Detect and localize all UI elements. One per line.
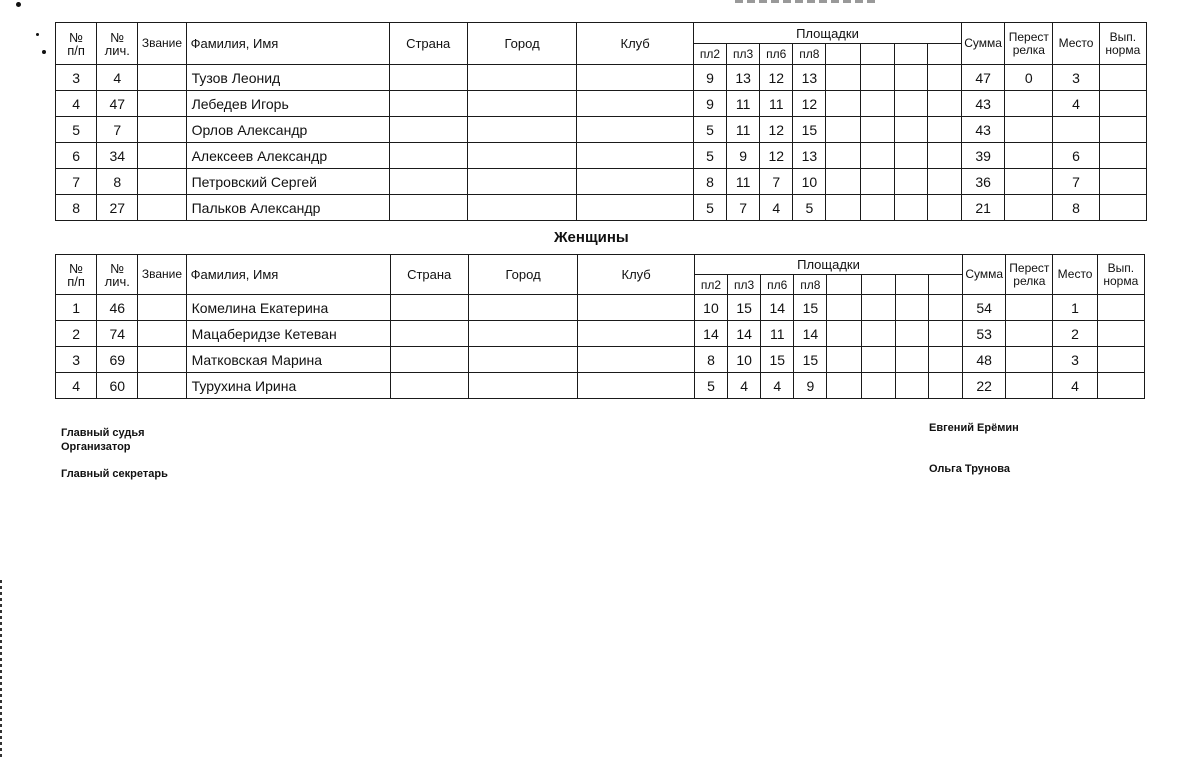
cell-venue-empty [861,347,895,373]
chief-judge-label: Главный судья [61,427,145,439]
scan-speck [16,2,21,7]
cell-venue-score: 5 [693,143,726,169]
table-row [56,373,1145,399]
cell-shootoff [1006,321,1053,347]
cell-venue-empty [860,169,894,195]
cell-norm [1099,143,1146,169]
cell-venue-score: 10 [728,347,761,373]
header-venues: Площадки [693,23,961,44]
cell-venue-score: 11 [760,91,793,117]
cell-venue-score: 5 [793,195,826,221]
cell-venue-score: 10 [694,295,727,321]
header-num: № п/п [56,23,97,65]
cell-venue-empty [927,91,961,117]
cell-place: 6 [1053,143,1099,169]
cell-venue-score: 8 [693,169,726,195]
cell-venue-empty [927,65,961,91]
cell-num: 3 [56,65,97,91]
cell-name: Мацаберидзе Кетеван [186,321,390,347]
header-license: № лич. [97,23,138,65]
cell-norm [1097,347,1144,373]
cell-city [467,195,577,221]
table-row [56,347,1145,373]
header-venue-code: пл3 [728,275,761,295]
cell-venue-score: 5 [693,195,726,221]
cell-venue-score: 13 [793,143,826,169]
cell-shootoff [1005,143,1053,169]
cell-sum: 39 [962,143,1005,169]
cell-venue-empty [927,143,961,169]
scan-speck [36,33,39,36]
cell-venue-score: 14 [761,295,794,321]
cell-venue-empty [928,321,962,347]
cell-venue-score: 13 [793,65,826,91]
cell-venue-score: 13 [727,65,760,91]
cell-num: 6 [56,143,97,169]
cell-rank [138,169,186,195]
cut-off-header-fragment [735,0,875,3]
cell-venue-score: 14 [694,321,727,347]
cell-license: 8 [97,169,138,195]
cell-place: 1 [1053,295,1097,321]
header-num: № п/п [56,255,97,295]
header-venue-empty [928,275,962,295]
cell-sum: 48 [963,347,1006,373]
cell-shootoff [1006,347,1053,373]
header-city: Город [467,23,577,65]
cell-rank [138,117,186,143]
cell-place: 7 [1053,169,1099,195]
cell-sum: 47 [962,65,1005,91]
cell-rank [138,65,186,91]
cell-club [578,373,695,399]
header-license: № лич. [97,255,138,295]
cell-rank [138,195,186,221]
cell-venue-score: 14 [728,321,761,347]
cell-country [390,347,468,373]
cell-num: 5 [56,117,97,143]
cell-place: 4 [1053,373,1097,399]
header-place: Место [1053,23,1099,65]
cell-venue-empty [826,169,860,195]
cell-club [577,91,694,117]
cell-license: 27 [97,195,138,221]
cell-name: Тузов Леонид [186,65,389,91]
header-venues: Площадки [694,255,962,275]
cell-venue-score: 5 [693,117,726,143]
cell-venue-score: 7 [727,195,760,221]
cell-venue-score: 12 [793,91,826,117]
cell-venue-empty [895,373,928,399]
cell-venue-empty [826,195,860,221]
cell-country [390,321,468,347]
cell-club [577,143,694,169]
cell-place: 2 [1053,321,1097,347]
cell-venue-score: 11 [727,169,760,195]
cell-venue-score: 11 [727,117,760,143]
cell-rank [138,347,186,373]
cell-num: 4 [56,373,97,399]
header-club: Клуб [578,255,695,295]
cell-venue-score: 8 [694,347,727,373]
header-norm: Вып. норма [1097,255,1144,295]
header-venue-code: пл2 [694,275,727,295]
cell-venue-score: 15 [794,347,827,373]
cell-shootoff [1006,295,1053,321]
cell-venue-empty [894,65,927,91]
cell-norm [1097,295,1144,321]
cell-city [467,143,577,169]
cell-venue-score: 12 [760,65,793,91]
cell-city [468,347,578,373]
cell-country [390,295,468,321]
cell-venue-score: 11 [761,321,794,347]
cell-venue-empty [927,169,961,195]
cell-venue-empty [827,347,861,373]
cell-license: 4 [97,65,138,91]
header-venue-empty [895,275,928,295]
cell-city [467,65,577,91]
cell-license: 69 [97,347,138,373]
cell-name: Пальков Александр [186,195,389,221]
cell-venue-empty [894,91,927,117]
cell-name: Лебедев Игорь [186,91,389,117]
header-name: Фамилия, Имя [186,23,389,65]
cell-shootoff: 0 [1005,65,1053,91]
chief-judge-name: Евгений Ерёмин [929,422,1019,434]
table-row [56,91,1147,117]
cell-num: 2 [56,321,97,347]
cell-venue-score: 9 [794,373,827,399]
cell-venue-score: 15 [794,295,827,321]
cell-city [467,91,577,117]
chief-secretary-name: Ольга Трунова [929,463,1011,475]
chief-secretary-label: Главный секретарь [61,468,168,480]
cell-venue-empty [895,295,928,321]
table-row [56,169,1147,195]
cell-venue-empty [894,169,927,195]
cell-norm [1099,91,1146,117]
cell-name: Петровский Сергей [186,169,389,195]
table-row [56,143,1147,169]
cell-place [1053,117,1099,143]
cell-city [468,295,578,321]
cell-venue-empty [860,117,894,143]
cell-norm [1099,169,1146,195]
cell-norm [1099,65,1146,91]
cell-license: 60 [97,373,138,399]
cell-venue-empty [895,321,928,347]
cell-num: 3 [56,347,97,373]
cell-rank [138,295,186,321]
cell-venue-score: 4 [761,373,794,399]
cell-norm [1099,117,1146,143]
cell-venue-empty [826,143,860,169]
cell-venue-score: 15 [793,117,826,143]
cell-name: Комелина Екатерина [186,295,390,321]
cell-venue-score: 12 [760,117,793,143]
women-results-table [55,254,1145,399]
header-country: Страна [390,255,468,295]
cell-venue-empty [894,143,927,169]
header-venue-empty [827,275,861,295]
cell-shootoff [1005,195,1053,221]
cell-venue-score: 7 [760,169,793,195]
header-venue-empty [860,44,894,65]
cell-place: 3 [1053,65,1099,91]
header-club: Клуб [577,23,694,65]
header-rank: Звание [138,255,186,295]
header-sum: Сумма [962,23,1005,65]
header-country: Страна [389,23,467,65]
cell-venue-score: 15 [761,347,794,373]
cell-name: Алексеев Александр [186,143,389,169]
cell-rank [138,321,186,347]
cell-venue-empty [928,295,962,321]
cell-name: Турухина Ирина [186,373,390,399]
cell-num: 4 [56,91,97,117]
scan-speck [42,50,46,54]
cell-venue-score: 15 [728,295,761,321]
cell-venue-empty [860,195,894,221]
header-venue-code: пл8 [793,44,826,65]
cell-venue-empty [927,195,961,221]
cell-venue-empty [861,321,895,347]
cell-city [468,321,578,347]
cell-club [577,195,694,221]
cell-num: 8 [56,195,97,221]
cell-venue-score: 11 [727,91,760,117]
cell-venue-empty [860,91,894,117]
cell-shootoff [1005,117,1053,143]
header-venue-empty [826,44,860,65]
cell-club [577,169,694,195]
cell-country [389,65,467,91]
header-shootoff: Перест релка [1006,255,1053,295]
header-norm: Вып. норма [1099,23,1146,65]
cell-name: Матковская Марина [186,347,390,373]
cell-club [578,321,695,347]
cell-sum: 43 [962,91,1005,117]
cell-rank [138,373,186,399]
cell-place: 8 [1053,195,1099,221]
cell-venue-score: 14 [794,321,827,347]
cell-country [389,169,467,195]
cell-venue-empty [826,91,860,117]
cell-venue-score: 9 [693,65,726,91]
cell-city [467,169,577,195]
cell-license: 34 [97,143,138,169]
women-section-title: Женщины [554,229,629,246]
cell-sum: 43 [962,117,1005,143]
cell-venue-empty [827,321,861,347]
table-row [56,295,1145,321]
cell-venue-score: 5 [694,373,727,399]
cell-license: 46 [97,295,138,321]
cell-sum: 36 [962,169,1005,195]
organizer-label: Организатор [61,441,131,453]
cell-country [389,195,467,221]
header-venue-empty [861,275,895,295]
cell-license: 7 [97,117,138,143]
cell-venue-empty [928,347,962,373]
cell-num: 7 [56,169,97,195]
cell-sum: 21 [962,195,1005,221]
header-sum: Сумма [963,255,1006,295]
cell-norm [1099,195,1146,221]
cell-venue-score: 4 [760,195,793,221]
cell-norm [1097,373,1144,399]
cell-rank [138,91,186,117]
cell-rank [138,143,186,169]
cell-venue-empty [894,117,927,143]
cell-venue-empty [860,65,894,91]
cell-venue-score: 9 [693,91,726,117]
cell-country [389,117,467,143]
men-results-table [55,22,1147,221]
cell-license: 74 [97,321,138,347]
cell-venue-empty [861,295,895,321]
header-name: Фамилия, Имя [186,255,390,295]
cell-num: 1 [56,295,97,321]
cell-venue-score: 10 [793,169,826,195]
cell-country [390,373,468,399]
header-venue-code: пл6 [761,275,794,295]
cell-venue-score: 12 [760,143,793,169]
cell-city [467,117,577,143]
cell-venue-empty [827,295,861,321]
cell-club [577,117,694,143]
cell-license: 47 [97,91,138,117]
scan-edge [0,580,2,760]
cell-club [578,347,695,373]
table-row [56,65,1147,91]
table-row [56,117,1147,143]
cell-venue-empty [826,117,860,143]
table-row [56,195,1147,221]
cell-shootoff [1005,91,1053,117]
cell-venue-empty [927,117,961,143]
header-place: Место [1053,255,1097,295]
header-city: Город [468,255,578,295]
cell-shootoff [1006,373,1053,399]
header-venue-empty [894,44,927,65]
cell-country [389,143,467,169]
cell-venue-empty [928,373,962,399]
header-venue-empty [927,44,961,65]
cell-sum: 53 [963,321,1006,347]
cell-club [578,295,695,321]
cell-shootoff [1005,169,1053,195]
table-row [56,321,1145,347]
cell-place: 3 [1053,347,1097,373]
cell-club [577,65,694,91]
cell-venue-empty [894,195,927,221]
header-shootoff: Перест релка [1005,23,1053,65]
cell-venue-empty [895,347,928,373]
header-venue-code: пл2 [693,44,726,65]
cell-place: 4 [1053,91,1099,117]
cell-venue-empty [861,373,895,399]
cell-sum: 54 [963,295,1006,321]
cell-venue-score: 9 [727,143,760,169]
header-venue-code: пл6 [760,44,793,65]
cell-venue-score: 4 [728,373,761,399]
cell-norm [1097,321,1144,347]
cell-venue-empty [827,373,861,399]
header-venue-code: пл3 [727,44,760,65]
cell-venue-empty [826,65,860,91]
cell-country [389,91,467,117]
cell-sum: 22 [963,373,1006,399]
header-venue-code: пл8 [794,275,827,295]
cell-venue-empty [860,143,894,169]
cell-city [468,373,578,399]
cell-name: Орлов Александр [186,117,389,143]
header-rank: Звание [138,23,186,65]
